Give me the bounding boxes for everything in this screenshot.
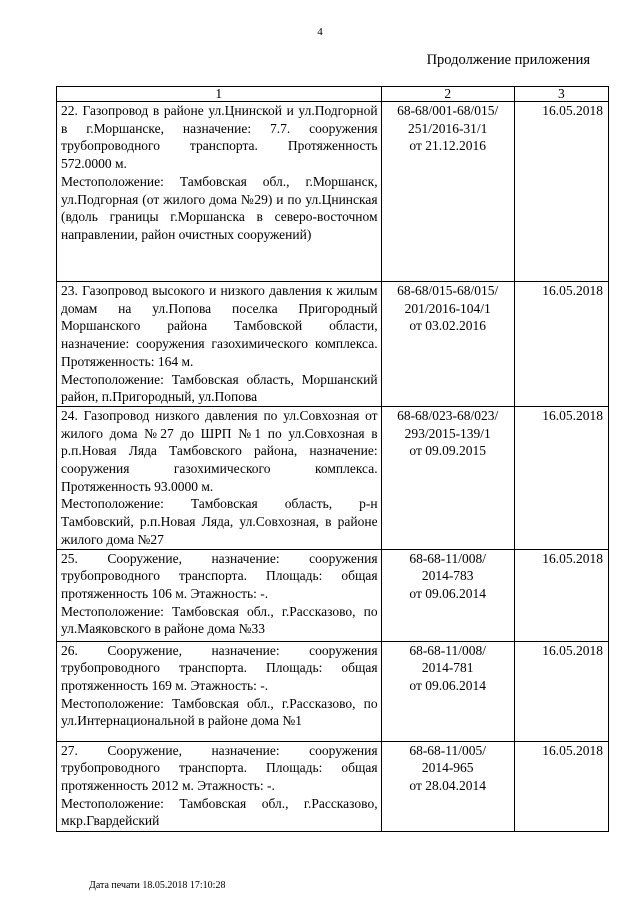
- registration-number: 68-68-11/008/ 2014-781 от 09.06.2014: [381, 641, 514, 741]
- record-date: 16.05.2018: [514, 641, 608, 741]
- record-date: 16.05.2018: [514, 282, 608, 407]
- object-description: 24. Газопровод низкого давления по ул.Совхозная от жилого дома №27 до ШРП №1 по ул.Совхозная в р.п.Новая Ляда Тамбовского района, назначение: сооружения газохимического комплекса. Протяженность 93.0000 м. Местоположение: Тамбовская область, р-н Тамбовский, р.п.Новая Ляда, ул.Совхозная, в районе жилого дома №27: [57, 406, 382, 549]
- registration-number: 68-68-11/005/ 2014-965 от 28.04.2014: [381, 741, 514, 831]
- column-header-1: 1: [57, 87, 382, 102]
- object-description: 22. Газопровод в районе ул.Цнинской и ул.Подгорной в г.Моршанске, назначение: 7.7. сооружения трубопроводного транспорта. Протяженность 572.0000 м. Местоположение: Тамбовская обл., г.Моршанск, ул.Подгорная (от жилого дома №29) и по ул.Цнинская (вдоль границы г.Моршанска в северо-восточном направлении, район очистных сооружений): [57, 102, 382, 282]
- table-row: [57, 549, 609, 641]
- record-date: 16.05.2018: [514, 406, 608, 549]
- registration-number: 68-68/001-68/015/ 251/2016-31/1 от 21.12.2016: [381, 102, 514, 282]
- record-date: 16.05.2018: [514, 741, 608, 831]
- record-date: 16.05.2018: [514, 549, 608, 641]
- object-description: 27. Сооружение, назначение: сооружения трубопроводного транспорта. Площадь: общая протяженность 2012 м. Этажность: -. Местоположение: Тамбовская обл., г.Рассказово, мкр.Гвардейский: [57, 741, 382, 831]
- registration-number: 68-68/023-68/023/ 293/2015-139/1 от 09.09.2015: [381, 406, 514, 549]
- column-header-2: 2: [381, 87, 514, 102]
- print-date-footer: Дата печати 18.05.2018 17:10:28: [89, 880, 226, 891]
- registration-number: 68-68/015-68/015/ 201/2016-104/1 от 03.02.2016: [381, 282, 514, 407]
- table-header-row: [57, 87, 609, 102]
- table-row: [57, 741, 609, 831]
- property-table: [56, 86, 609, 832]
- table-row: [57, 641, 609, 741]
- object-description: 23. Газопровод высокого и низкого давления к жилым домам на ул.Попова поселка Пригородный Моршанского района Тамбовской области, назначение: сооружения газохимического комплекса. Протяженность: 164 м. Местоположение: Тамбовская область, Моршанский район, п.Пригородный, ул.Попова: [57, 282, 382, 407]
- object-description: 26. Сооружение, назначение: сооружения трубопроводного транспорта. Площадь: общая протяженность 169 м. Этажность: -. Местоположение: Тамбовская обл., г.Рассказово, по ул.Интернациональной в районе дома №1: [57, 641, 382, 741]
- registration-number: 68-68-11/008/ 2014-783 от 09.06.2014: [381, 549, 514, 641]
- table-row: [57, 406, 609, 549]
- page-number: 4: [317, 26, 323, 38]
- appendix-continuation-heading: Продолжение приложения: [426, 52, 590, 68]
- table-row: [57, 282, 609, 407]
- record-date: 16.05.2018: [514, 102, 608, 282]
- column-header-3: 3: [514, 87, 608, 102]
- object-description: 25. Сооружение, назначение: сооружения трубопроводного транспорта. Площадь: общая протяженность 106 м. Этажность: -. Местоположение: Тамбовская обл., г.Рассказово, по ул.Маяковского в районе дома №33: [57, 549, 382, 641]
- table-row: [57, 102, 609, 282]
